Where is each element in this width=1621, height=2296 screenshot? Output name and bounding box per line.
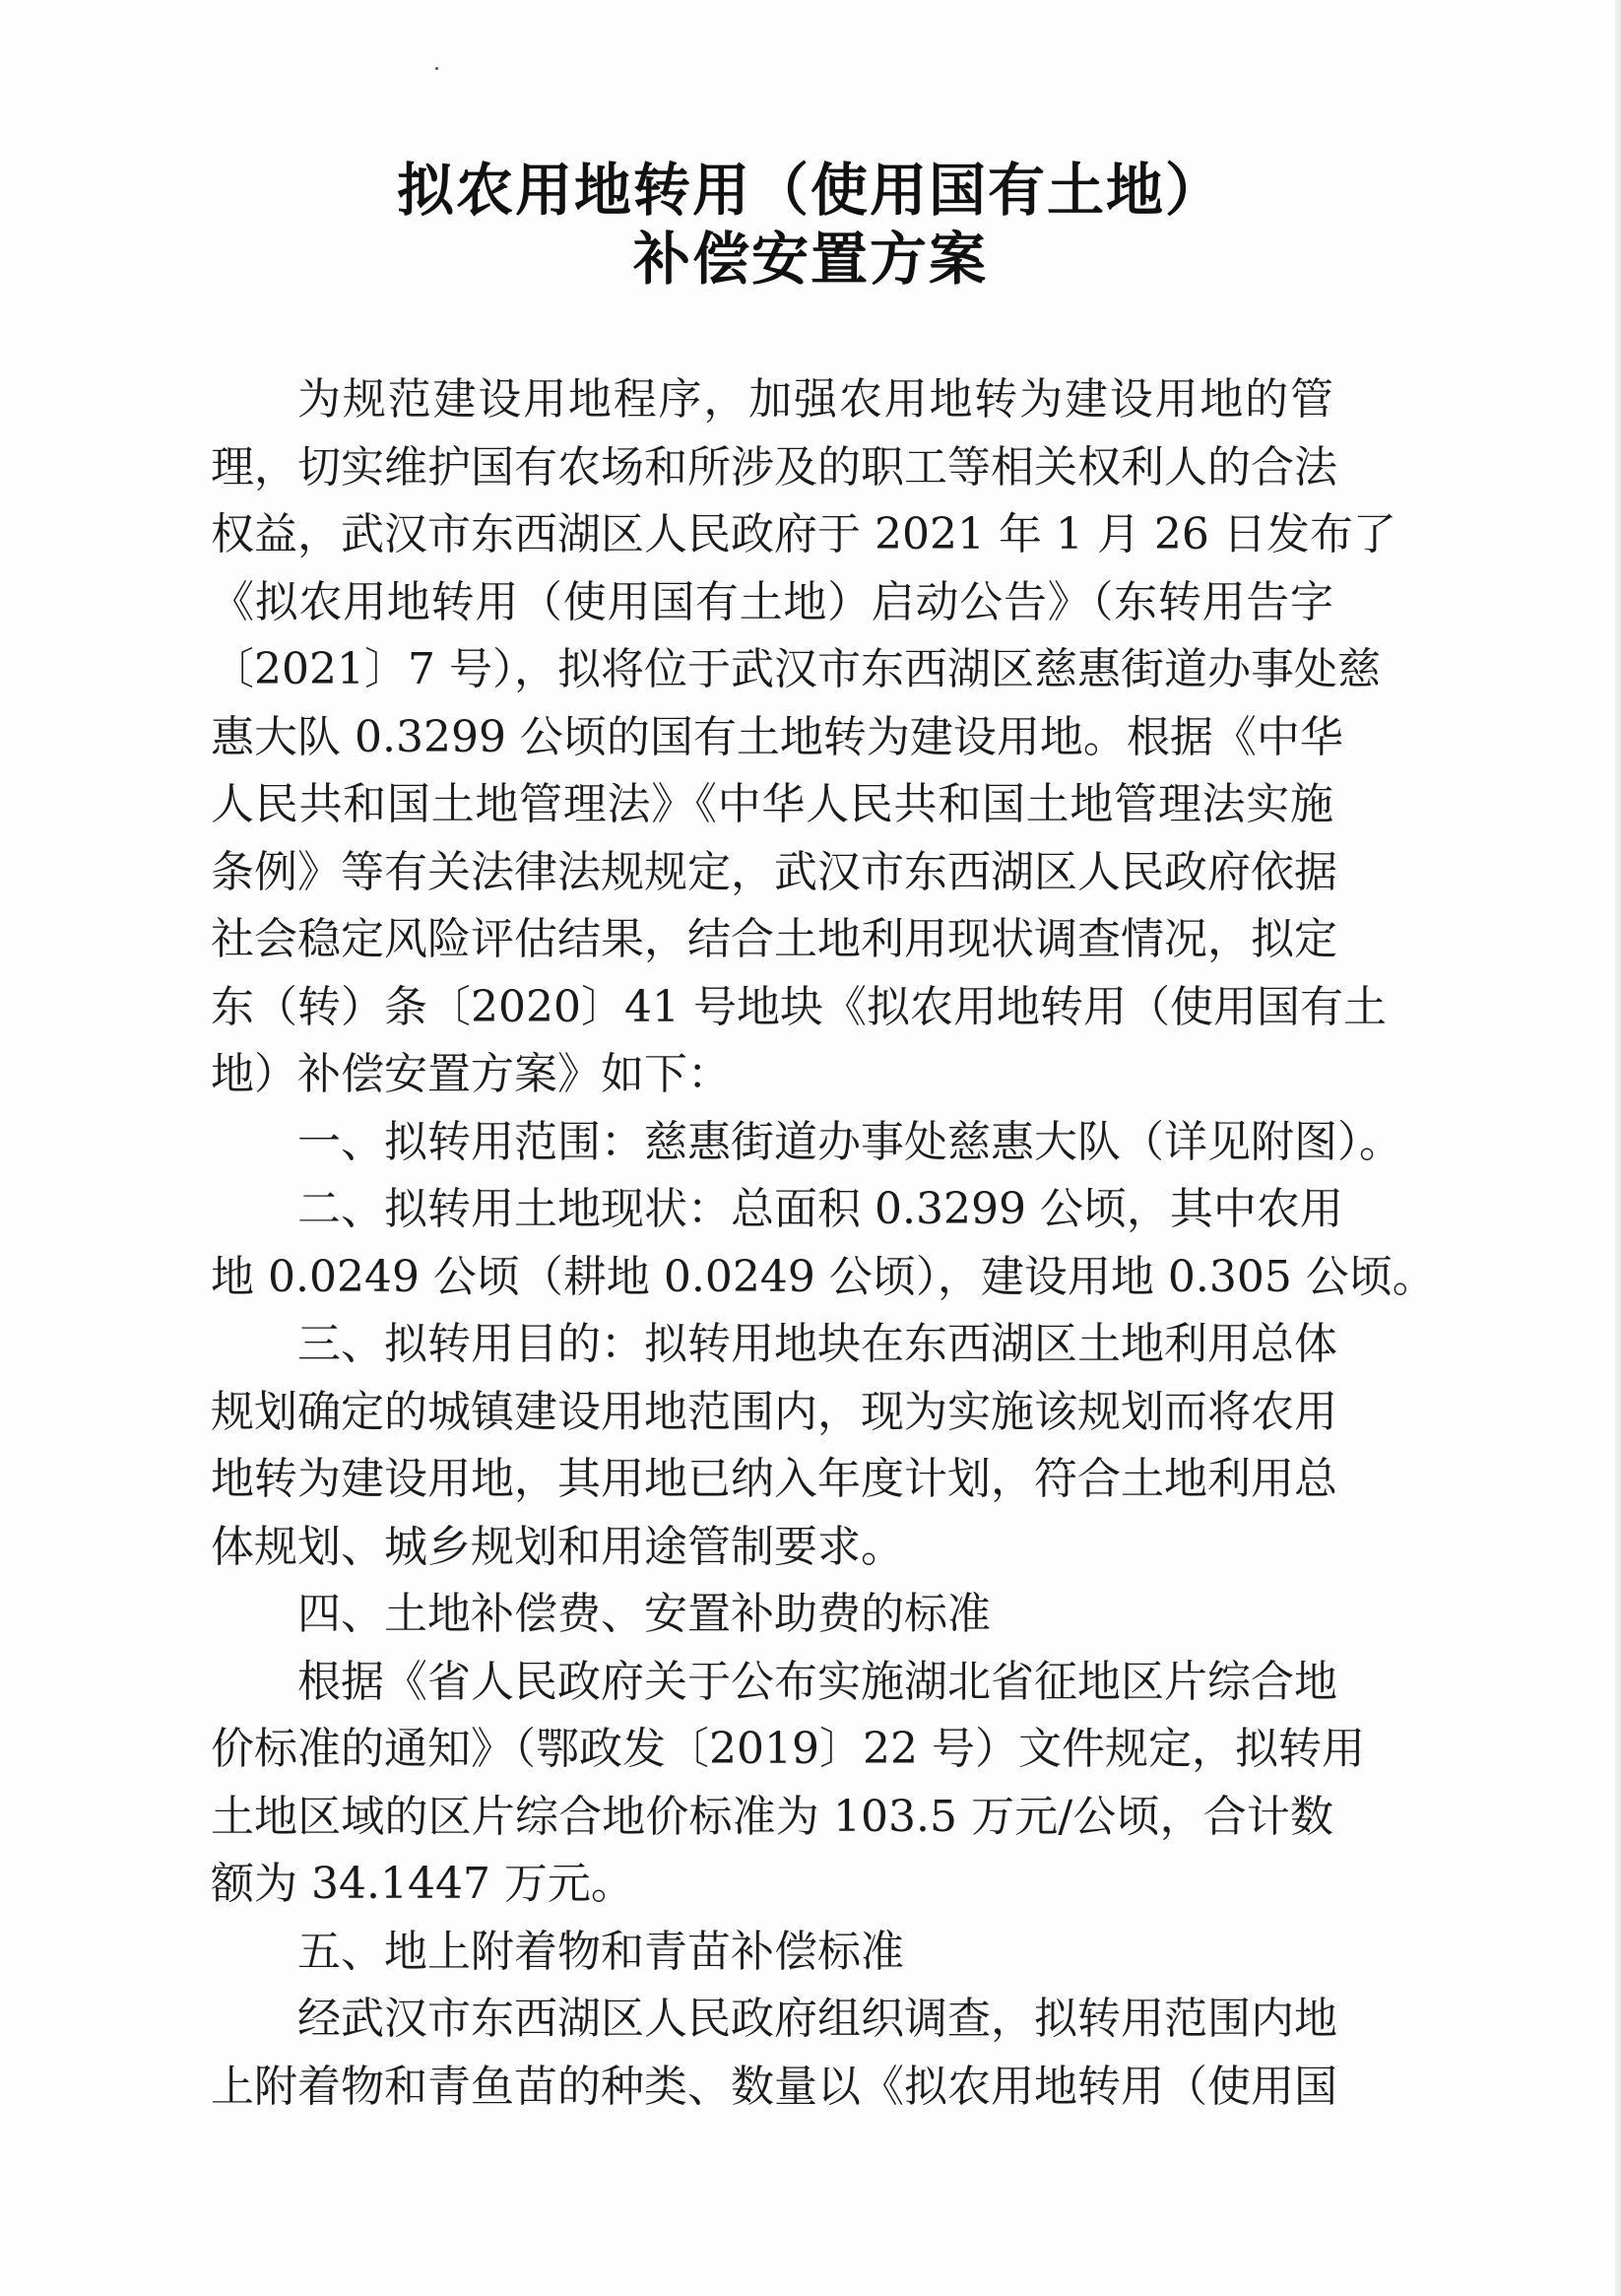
body-text-line: 地 0.0249 公顷（耕地 0.0249 公顷），建设用地 0.305 公顷。 (211, 1251, 1436, 1302)
body-text-line: 地转为建设用地，其用地已纳入年度计划，符合土地利用总 (211, 1454, 1337, 1504)
body-text-line: 三、拟转用目的：拟转用地块在东西湖区土地利用总体 (297, 1319, 1337, 1369)
body-text-line: 为规范建设用地程序，加强农用地转为建设用地的管 (297, 374, 1333, 425)
body-text-line: 人民共和国土地管理法》《中华人民共和国土地管理法实施 (211, 779, 1333, 829)
body-text-line: 《拟农用地转用（使用国有土地）启动公告》（东转用告字 (211, 576, 1333, 627)
body-text-line: 规划确定的城镇建设用地范围内，现为实施该规划而将农用 (211, 1386, 1337, 1437)
body-text-line: 东（转）条〔2020〕41 号地块《拟农用地转用（使用国有土 (211, 981, 1387, 1032)
document-title-line-2: 补偿安置方案 (632, 226, 988, 293)
body-text-line: 四、土地补偿费、安置补助费的标准 (297, 1589, 991, 1639)
body-text-line: 条例》等有关法律法规规定，武汉市东西湖区人民政府依据 (211, 846, 1337, 897)
body-text-line: 地）补偿安置方案》如下： (211, 1049, 731, 1099)
page-edge-shadow (1615, 0, 1621, 2296)
body-text-line: 〔2021〕7 号），拟将位于武汉市东西湖区慈惠街道办事处慈 (211, 644, 1381, 694)
body-text-line: 土地区域的区片综合地价标准为 103.5 万元/公顷，合计数 (211, 1791, 1333, 1842)
body-text-line: 理，切实维护国有农场和所涉及的职工等相关权利人的合法 (211, 441, 1337, 492)
body-text-line: 价标准的通知》（鄂政发〔2019〕22 号）文件规定，拟转用 (211, 1724, 1365, 1774)
body-text-line: 额为 34.1447 万元。 (211, 1859, 634, 1909)
document-title-line-1: 拟农用地转用（使用国有土地） (396, 157, 1224, 224)
body-text-line: 二、拟转用土地现状：总面积 0.3299 公顷，其中农用 (297, 1184, 1343, 1234)
body-text-line: 一、拟转用范围：慈惠街道办事处慈惠大队（详见附图）。 (297, 1116, 1402, 1167)
body-text-line: 经武汉市东西湖区人民政府组织调查，拟转用范围内地 (297, 1994, 1337, 2044)
body-text-line: 权益，武汉市东西湖区人民政府于 2021 年 1 月 26 日发布了 (211, 509, 1396, 559)
body-text-line: 体规划、城乡规划和用途管制要求。 (211, 1521, 904, 1572)
body-text-line: 社会稳定风险评估结果，结合土地利用现状调查情况，拟定 (211, 914, 1337, 964)
scan-dot (435, 67, 438, 70)
body-text-line: 惠大队 0.3299 公顷的国有土地转为建设用地。根据《中华 (211, 711, 1343, 762)
body-text-line: 五、地上附着物和青苗补偿标准 (297, 1926, 904, 1977)
body-text-line: 上附着物和青鱼苗的种类、数量以《拟农用地转用（使用国 (211, 2061, 1337, 2112)
body-text-line: 根据《省人民政府关于公布实施湖北省征地区片综合地 (297, 1656, 1337, 1707)
document-body (211, 366, 1436, 2121)
